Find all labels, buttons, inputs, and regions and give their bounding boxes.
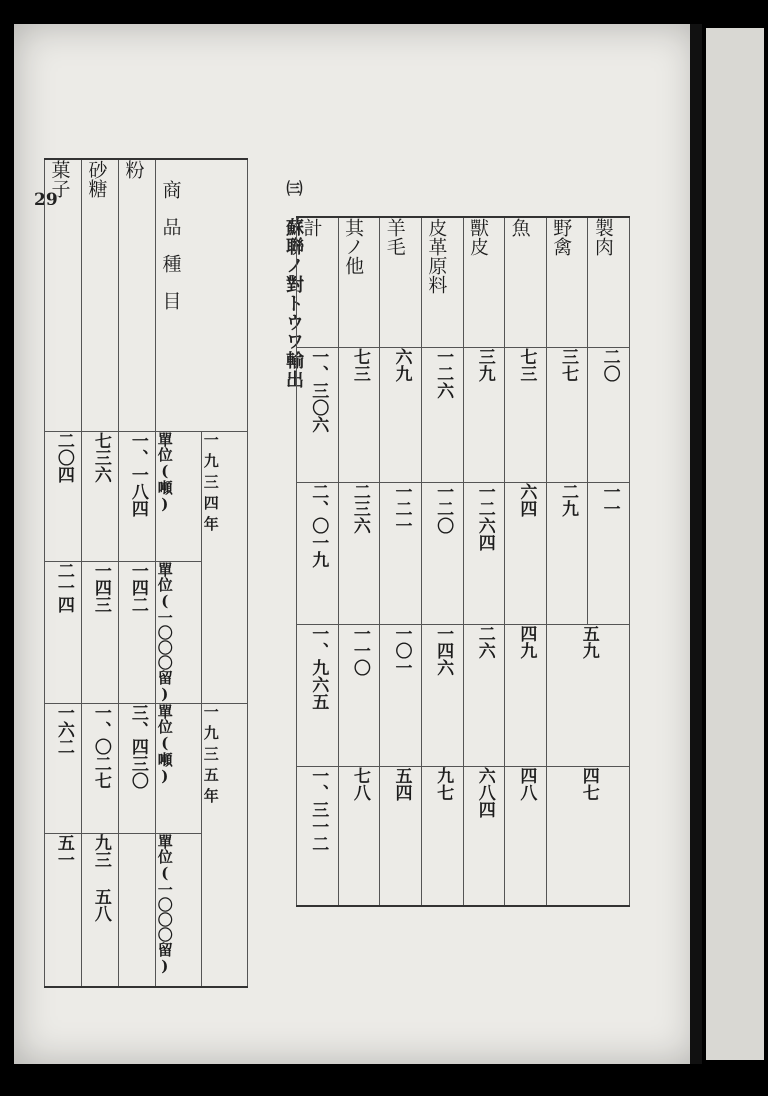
header-cell [421, 217, 463, 347]
table-cell: 二六 [474, 624, 495, 659]
table-cell: 七三 [516, 347, 537, 382]
table-cell: 七三六 [90, 431, 111, 483]
header-leather: 皮革原料 [425, 218, 448, 294]
table-cell: 一、一八四 [127, 431, 148, 517]
table-cell: 四七 [578, 766, 599, 801]
table-cell: 一二六 [433, 347, 454, 399]
adjacent-page-edge [706, 28, 764, 1060]
table-cell: 六八四 [474, 766, 495, 818]
exports-table [296, 216, 630, 907]
table-cell: 七三 [349, 347, 370, 382]
unit-ton-label: 單位(噸) [155, 431, 174, 513]
table-cell: 一一 [599, 482, 620, 517]
table-cell: 一二六四 [474, 482, 495, 551]
header-cell [546, 217, 588, 347]
table-header-row [297, 217, 630, 347]
table-cell: 六四 [516, 482, 537, 517]
table-cell: 一、三〇六 [308, 347, 329, 433]
unit-1000-label: 單位(一〇〇〇留) [155, 833, 174, 975]
header-cell [505, 217, 547, 347]
table-row [297, 766, 630, 906]
table-cell: 五九 [578, 624, 599, 659]
header-total: 計 [300, 218, 323, 237]
table-cell: 五一 [53, 833, 74, 868]
header-other: 其ノ他 [342, 218, 365, 275]
table-cell: 三七 [557, 347, 578, 382]
header-confectionery: 菓子 [48, 160, 71, 198]
table-cell: 九七 [433, 766, 454, 801]
table-cell: 一、九六五 [308, 624, 329, 710]
table-cell: 九三 五八 [90, 833, 111, 922]
table-cell: 三九 [474, 347, 495, 382]
table-cell: 四九 [516, 624, 537, 659]
table-row [297, 347, 630, 482]
imports-table [44, 158, 248, 988]
table-cell: 七八 [349, 766, 370, 801]
header-sugar: 砂糖 [85, 160, 108, 198]
table-cell: 一四二 [127, 561, 148, 613]
unit-ton-label: 單位(噸) [155, 703, 174, 785]
table-cell: 一二〇 [433, 482, 454, 534]
table-cell: 三、四三〇 [127, 703, 148, 789]
table-cell: 二三六 [349, 482, 370, 534]
year-1935-label: 一九三五年 [201, 703, 220, 809]
table-cell: 六九 [391, 347, 412, 382]
table-cell: 一二一 [391, 482, 412, 534]
header-hides: 獸皮 [467, 218, 489, 256]
table-row [45, 431, 248, 561]
header-poultry: 野禽 [550, 218, 573, 256]
header-fish: 魚 [508, 218, 531, 237]
table-cell: 一、〇二七 [90, 703, 111, 789]
table-cell: 一六二 [53, 703, 74, 755]
table-cell: 一〇一 [391, 624, 412, 676]
table-cell: 一一〇 [349, 624, 370, 676]
table-cell: 二、〇一九 [308, 482, 329, 568]
page-gutter [690, 24, 702, 1064]
table-cell: 四八 [516, 766, 537, 801]
table-cell: 二一四 [53, 561, 74, 613]
unit-1000-label: 單位(一〇〇〇留) [155, 561, 174, 703]
header-cell [588, 217, 630, 347]
header-meat: 製肉 [591, 218, 614, 256]
header-flour: 粉 [122, 160, 145, 179]
caption-number: ㈢ [284, 180, 303, 197]
table-header-row [45, 159, 248, 431]
caption-title: 蘇聯ノ對トウワ輸出 [283, 218, 304, 390]
table-cell: 五四 [391, 766, 412, 801]
table-cell: 二〇 [599, 347, 620, 382]
header-item: 商品種目 [159, 180, 182, 328]
table-row [45, 703, 248, 833]
header-wool: 羊毛 [383, 218, 406, 256]
table-cell: 一四三 [90, 561, 111, 613]
page-number: 29 [34, 190, 58, 210]
header-cell [338, 217, 380, 347]
table-cell: 一、三一二 [308, 766, 329, 852]
table-cell: 二〇四 [53, 431, 74, 483]
table-cell: 一四六 [433, 624, 454, 676]
header-cell [463, 217, 505, 347]
table-cell: 二九 [557, 482, 578, 517]
header-cell [380, 217, 422, 347]
year-1934-label: 一九三四年 [201, 431, 220, 537]
table-row [297, 624, 630, 766]
table-row [297, 482, 630, 624]
header-cell [297, 217, 339, 347]
